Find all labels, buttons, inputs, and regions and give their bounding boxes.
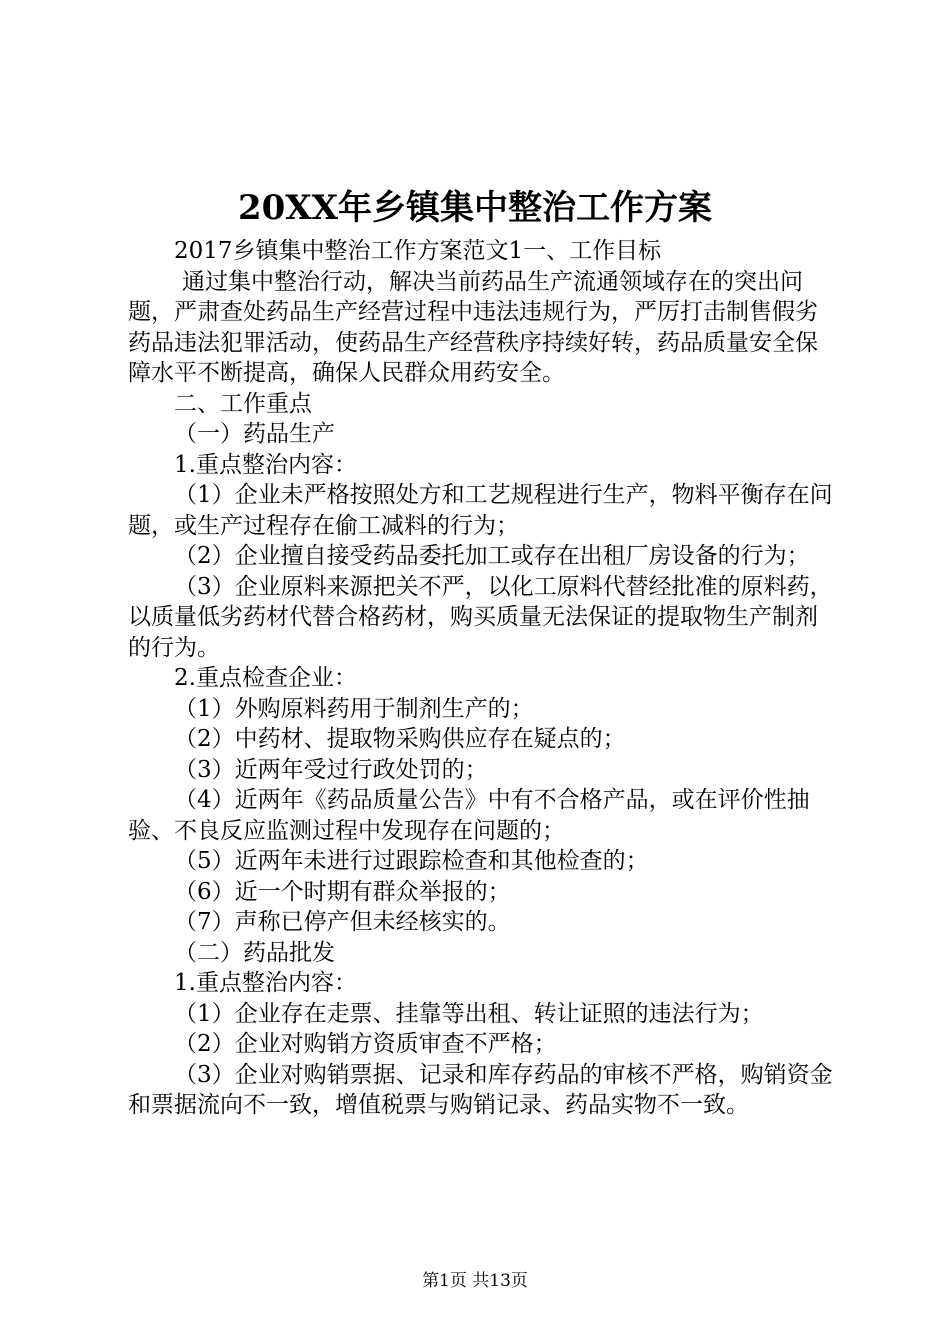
paragraph: （2）中药材、提取物采购供应存在疑点的； <box>174 726 626 752</box>
paragraph: （6）近一个时期有群众举报的； <box>174 878 511 905</box>
document-body <box>128 236 838 1121</box>
paragraph: 1.重点整治内容： <box>174 970 357 996</box>
paragraph: （2）企业对购销方资质审查不严格； <box>174 1031 557 1057</box>
paragraph: （1）企业未严格按照处方和工艺规程进行生产，物料平衡存在问题，或生产过程存在偷工减料的行为； <box>128 482 833 539</box>
paragraph: 二、工作重点 <box>174 390 312 417</box>
paragraph: （3）企业对购销票据、记录和库存药品的审核不严格，购销资金和票据流向不一致，增值税票与购销记录、药品实物不一致。 <box>128 1061 833 1118</box>
paragraph: （一）药品生产 <box>174 421 335 447</box>
paragraph: 通过集中整治行动，解决当前药品生产流通领域存在的突出问题，严肃查处药品生产经营过程中违法违规行为，严厉打击制售假劣药品违法犯罪活动，使药品生产经营秩序持续好转，药品质量安全保障水平不断提高，确保人民群众用药安全。 <box>128 268 818 386</box>
paragraph: （4）近两年《药品质量公告》中有不合格产品，或在评价性抽验、不良反应监测过程中发现存在问题的； <box>128 787 810 844</box>
paragraph: （二）药品批发 <box>174 939 335 966</box>
paragraph: （5）近两年未进行过跟踪检查和其他检查的； <box>174 848 649 874</box>
paragraph: （1）外购原料药用于制剂生产的； <box>174 695 534 722</box>
paragraph: 2017乡镇集中整治工作方案范文1一、工作目标 <box>174 238 662 264</box>
paragraph: （3）近两年受过行政处罚的； <box>174 756 488 783</box>
paragraph: （3）企业原料来源把关不严，以化工原料代替经批准的原料药，以质量低劣药材代替合格药材，购买质量无法保证的提取物生产制剂的行为。 <box>128 573 833 661</box>
paragraph: （2）企业擅自接受药品委托加工或存在出租厂房设备的行为； <box>174 543 810 569</box>
paragraph: 2.重点检查企业： <box>174 665 357 691</box>
paragraph: （7）声称已停产但未经核实的。 <box>174 909 511 935</box>
page-footer: 第1页 共13页 <box>422 1271 528 1291</box>
paragraph: 1.重点整治内容： <box>174 451 357 478</box>
document-title: 20XX年乡镇集中整治工作方案 <box>237 188 713 228</box>
paragraph: （1）企业存在走票、挂靠等出租、转让证照的违法行为； <box>174 1000 764 1027</box>
